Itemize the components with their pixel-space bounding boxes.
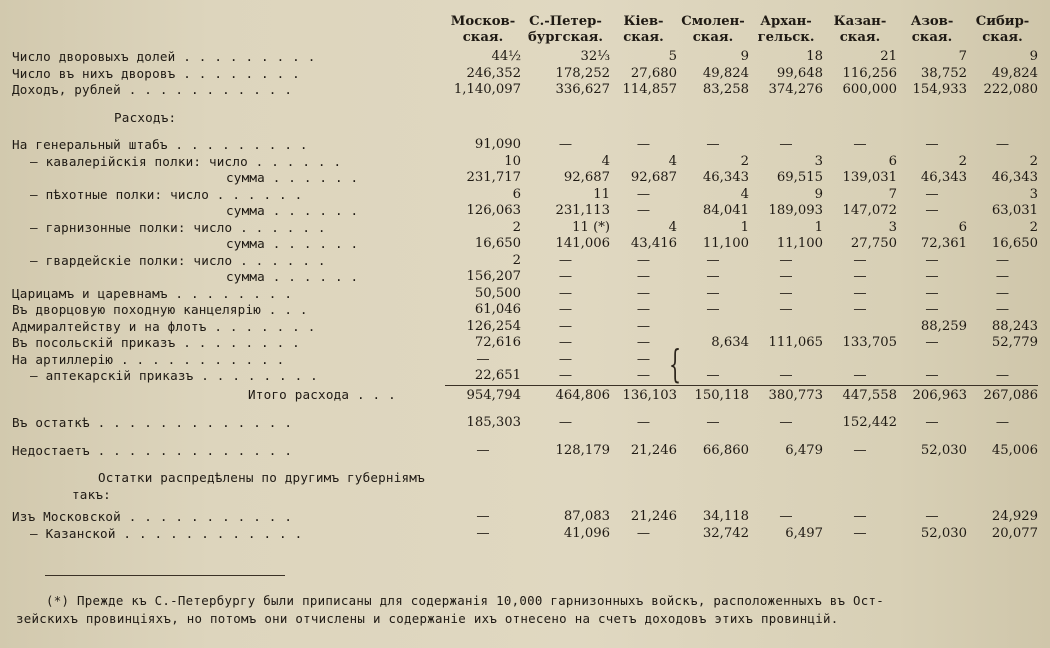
cell-value: 92,687 — [630, 170, 677, 185]
cell-value: 99,648 — [776, 65, 823, 81]
cell-value: — — [925, 335, 939, 350]
cell-value: — — [636, 302, 651, 317]
cell-value: — — [995, 302, 1010, 317]
cell-value: 231,113 — [555, 203, 610, 218]
cell-value: — — [636, 368, 651, 383]
cell-value: 206,963 — [897, 385, 967, 404]
cell-value: — — [706, 285, 720, 301]
cell-value: — — [853, 509, 867, 524]
row-label: Изъ Московской . . . . . . . . . . . — [12, 509, 293, 524]
cell-value: 116,256 — [842, 65, 897, 81]
cell-value: 178,252 — [555, 65, 610, 81]
row-label: Въ посольскiй приказъ . . . . . . . . — [12, 335, 300, 350]
cell-value: — — [925, 186, 939, 202]
cell-value: — — [636, 186, 651, 202]
cell-value: 3 — [888, 219, 897, 235]
cell-value: — — [853, 525, 867, 541]
footnote-line: (*) Прежде къ С.-Петербургу были приписаны для содержанiя 10,000 гарнизонныхъ войскъ, расположенныхъ въ Ост- — [46, 593, 885, 608]
cell-value: 34,118 — [702, 509, 749, 524]
cell-value: 231,717 — [466, 170, 521, 185]
col-header: Кiев- ская. — [623, 14, 664, 45]
cell-value: 11,100 — [702, 236, 749, 251]
cell-value: — — [925, 203, 939, 218]
cell-value: 380,773 — [749, 385, 823, 404]
cell-value: — — [925, 252, 939, 268]
cell-value: — — [558, 252, 573, 268]
cell-value: 4 — [601, 153, 610, 169]
cell-value: 32,742 — [702, 525, 749, 541]
row-label: Царицамъ и царевнамъ . . . . . . . . — [12, 285, 293, 301]
cell-value: 10 — [504, 153, 521, 169]
cell-value: 21 — [880, 49, 897, 64]
cell-value: — — [636, 415, 651, 430]
cell-value: 11 (*) — [572, 219, 610, 235]
cell-value: 52,779 — [991, 335, 1038, 350]
cell-value: 49,824 — [991, 65, 1038, 81]
cell-value: 6 — [512, 186, 521, 202]
cell-value: 141,006 — [555, 236, 610, 251]
row-label: — кавалерiйскiя полки: число . . . . . . — [30, 153, 342, 169]
cell-value: 38,752 — [920, 65, 967, 81]
table-row — [12, 415, 1038, 432]
cell-value: 3 — [814, 153, 823, 169]
cell-value: 185,303 — [466, 415, 521, 430]
cell-value: — — [995, 269, 1010, 284]
cell-value: 3 — [1029, 186, 1038, 202]
cell-value: 43,416 — [630, 236, 677, 251]
table-row — [12, 470, 1038, 487]
cell-value: 87,083 — [563, 509, 610, 524]
row-label: На артиллерiю . . . . . . . . . . . — [12, 351, 285, 367]
row-label: Доходъ, рублей . . . . . . . . . . . — [12, 82, 293, 97]
table-row — [12, 49, 1038, 66]
table-row — [12, 154, 1038, 171]
cell-value: 88,259 — [920, 318, 967, 334]
spacer-row — [12, 459, 1038, 470]
cell-value: 16,650 — [474, 236, 521, 251]
row-label: Число дворовыхъ долей . . . . . . . . . — [12, 49, 316, 64]
cell-value: — — [925, 415, 939, 430]
cell-value: — — [779, 302, 793, 317]
cell-value: — — [925, 509, 939, 524]
cell-value: — — [636, 318, 651, 334]
cell-value: 46,343 — [920, 170, 967, 185]
table-row — [12, 335, 1038, 352]
cell-value: — — [636, 525, 651, 541]
cell-value: 69,515 — [776, 170, 823, 185]
cell-value: — — [853, 368, 867, 383]
table-row — [12, 170, 1038, 187]
cell-value: — — [706, 302, 720, 317]
cell-value: 46,343 — [702, 170, 749, 185]
row-label: сумма . . . . . . — [226, 170, 359, 185]
cell-value: 189,093 — [768, 203, 823, 218]
cell-value: 52,030 — [920, 442, 967, 458]
col-header: Азов- ская. — [910, 14, 954, 45]
cell-value: 92,687 — [563, 170, 610, 185]
cell-value: 267,086 — [967, 385, 1038, 404]
cell-value: 139,031 — [842, 170, 897, 185]
cell-value: — — [925, 269, 939, 284]
table-row — [12, 137, 1038, 154]
cell-value: 16,650 — [991, 236, 1038, 251]
cell-value: 156,207 — [466, 269, 521, 284]
cell-value: 150,118 — [677, 385, 749, 404]
cell-value: 24,929 — [991, 509, 1038, 524]
table-row — [12, 253, 1038, 270]
cell-value: 954,794 — [445, 385, 521, 404]
cell-value: 8,634 — [711, 335, 749, 350]
col-header: С.-Петер- бургская. — [528, 14, 603, 45]
cell-value: 83,258 — [702, 82, 749, 97]
cell-value: — — [636, 203, 651, 218]
header-row — [12, 14, 1038, 49]
revenue-expense-table — [12, 14, 1038, 542]
cell-value: 222,080 — [983, 82, 1038, 97]
cell-value: — — [636, 269, 651, 284]
cell-value: 7 — [958, 49, 967, 64]
cell-value: 2 — [512, 219, 521, 235]
cell-value: — — [558, 351, 573, 367]
cell-value: 464,806 — [521, 385, 610, 404]
cell-value: — — [853, 442, 867, 458]
row-label: сумма . . . . . . — [226, 269, 359, 284]
cell-value: — — [779, 415, 793, 430]
cell-value: 20,077 — [991, 525, 1038, 541]
cell-value: — — [558, 368, 573, 383]
cell-value: — — [853, 285, 867, 301]
cell-value: 18 — [806, 49, 823, 64]
cell-value: — — [995, 285, 1010, 301]
cell-value: 600,000 — [842, 82, 897, 97]
cell-value: — — [779, 269, 793, 284]
cell-value: — — [476, 351, 490, 367]
cell-value: 4 — [668, 219, 677, 235]
cell-value: 1,140,097 — [453, 82, 521, 97]
cell-value: — — [476, 525, 490, 541]
cell-value: 6 — [888, 153, 897, 169]
cell-value: 5 — [668, 49, 677, 64]
cell-value: — — [558, 415, 573, 430]
table-row — [12, 82, 1038, 99]
cell-value: — — [706, 137, 720, 152]
table-row — [12, 66, 1038, 83]
cell-value: 336,627 — [555, 82, 610, 97]
row-label: Итого расхода . . . — [248, 387, 396, 403]
cell-value: 447,558 — [823, 385, 897, 404]
table-row — [12, 110, 1038, 127]
cell-value: — — [779, 368, 793, 383]
cell-value: — — [779, 137, 793, 152]
cell-value — [677, 319, 749, 336]
table-row — [12, 187, 1038, 204]
cell-value: 2 — [958, 153, 967, 169]
cell-value: — — [558, 335, 573, 350]
table-row — [12, 236, 1038, 253]
row-label: — гарнизонные полки: число . . . . . . — [30, 219, 326, 235]
table-row — [12, 509, 1038, 526]
cell-value: 136,103 — [610, 385, 677, 404]
row-label: Остатки распредѣлены по другимъ губернiямъ — [98, 470, 425, 485]
cell-value: — — [558, 137, 573, 152]
footnote-rule — [45, 575, 285, 576]
cell-value: 4 — [740, 186, 749, 202]
cell-value — [677, 352, 749, 369]
cell-value: 152,442 — [842, 415, 897, 430]
cell-value: 52,030 — [920, 525, 967, 541]
row-label: такъ: — [72, 486, 111, 502]
cell-value: — — [636, 335, 651, 350]
cell-value: — — [995, 137, 1010, 152]
cell-value: 6 — [958, 219, 967, 235]
cell-value: 154,933 — [912, 82, 967, 97]
cell-value: — — [558, 285, 573, 301]
cell-value: — — [925, 368, 939, 383]
cell-value: 41,096 — [563, 525, 610, 541]
table-row — [12, 269, 1038, 286]
cell-value: 50,500 — [474, 285, 521, 301]
cell-value: — — [476, 509, 490, 524]
table-row — [12, 443, 1038, 460]
footnote-line: зейскихъ провинцiяхъ, но потомъ они отчислены и содержанiе ихъ отнесено на счетъ доходовъ этихъ провинцiй. — [16, 611, 839, 626]
cell-value: 374,276 — [768, 82, 823, 97]
row-label: Въ остаткѣ . . . . . . . . . . . . . — [12, 415, 293, 430]
row-label: Число въ нихъ дворовъ . . . . . . . . — [12, 65, 300, 81]
cell-value — [967, 352, 1038, 369]
cell-value: 66,860 — [702, 442, 749, 458]
cell-value: 9 — [1029, 49, 1038, 64]
cell-value — [749, 352, 823, 369]
cell-value — [823, 352, 897, 369]
cell-value: 1 — [740, 219, 749, 235]
cell-value: 46,343 — [991, 170, 1038, 185]
cell-value: 44½ — [491, 49, 521, 64]
cell-value: 63,031 — [991, 203, 1038, 218]
row-label: — аптекарскiй приказъ . . . . . . . . — [30, 368, 318, 384]
cell-value — [749, 319, 823, 336]
table-row — [12, 487, 1038, 504]
col-header: Казан- ская. — [833, 14, 887, 45]
row-label: — Казанской . . . . . . . . . . . . — [30, 525, 303, 541]
cell-value: 11,100 — [776, 236, 823, 251]
cell-value: 7 — [888, 186, 897, 202]
cell-value: — — [779, 509, 793, 524]
cell-value: 126,063 — [466, 203, 521, 218]
cell-value: — — [925, 285, 939, 301]
spacer-row — [12, 126, 1038, 137]
table-row — [12, 203, 1038, 220]
spacer-row — [12, 404, 1038, 415]
table-row — [12, 286, 1038, 303]
cell-value: 6,497 — [785, 525, 823, 541]
cell-value: 246,352 — [466, 65, 521, 81]
cell-value: — — [853, 137, 867, 152]
cell-value: 21,246 — [630, 509, 677, 524]
cell-value: 111,065 — [768, 335, 823, 350]
cell-value: — — [636, 351, 651, 367]
cell-value: 45,006 — [991, 442, 1038, 458]
table-row — [12, 385, 1038, 404]
cell-value: — — [558, 302, 573, 317]
cell-value: 72,616 — [474, 335, 521, 350]
table-row — [12, 368, 1038, 385]
col-header: Смолен- ская. — [681, 14, 745, 45]
cell-value: — — [779, 285, 793, 301]
cell-value: — — [636, 285, 651, 301]
cell-value: 72,361 — [920, 236, 967, 251]
row-label: Въ дворцовую походную канцелярiю . . . — [12, 302, 308, 317]
cell-value: 114,857 — [622, 82, 677, 97]
cell-value: 9 — [740, 49, 749, 64]
table-row — [12, 352, 1038, 369]
cell-value: 2 — [1029, 153, 1038, 169]
cell-value: 147,072 — [842, 203, 897, 218]
cell-value: 49,824 — [702, 65, 749, 81]
cell-value: 11 — [593, 186, 610, 202]
brace-mark: { — [669, 342, 682, 386]
table-row — [12, 526, 1038, 543]
row-label: Недостаетъ . . . . . . . . . . . . . — [12, 442, 293, 458]
cell-value: 21,246 — [630, 442, 677, 458]
cell-value: 9 — [814, 186, 823, 202]
cell-value: — — [558, 269, 573, 284]
cell-value: — — [706, 269, 720, 284]
cell-value: 88,243 — [991, 318, 1038, 334]
cell-value: 32⅓ — [580, 49, 610, 64]
row-label: Адмиралтейству и на флотъ . . . . . . . — [12, 318, 316, 334]
row-label: сумма . . . . . . — [226, 236, 359, 251]
cell-value: — — [706, 415, 720, 430]
cell-value: — — [995, 368, 1010, 383]
table-row — [12, 319, 1038, 336]
cell-value: 27,680 — [630, 65, 677, 81]
cell-value: — — [853, 269, 867, 284]
cell-value: 61,046 — [474, 302, 521, 317]
cell-value: — — [925, 137, 939, 152]
col-header: Москов- ская. — [450, 14, 516, 45]
cell-value: 6,479 — [785, 442, 823, 458]
cell-value: — — [853, 252, 867, 268]
table-row — [12, 220, 1038, 237]
spacer-row — [12, 432, 1038, 443]
col-header: Сибир- ская. — [975, 14, 1030, 45]
cell-value: — — [636, 137, 651, 152]
cell-value: 2 — [512, 252, 521, 268]
cell-value: 84,041 — [702, 203, 749, 218]
cell-value: 126,254 — [466, 318, 521, 334]
col-header: Архан- гельск. — [757, 14, 815, 45]
cell-value: — — [995, 415, 1010, 430]
cell-value: — — [925, 302, 939, 317]
row-label: Расходъ: — [114, 109, 177, 125]
cell-value: 91,090 — [474, 137, 521, 152]
cell-value: 2 — [740, 153, 749, 169]
cell-value: — — [558, 318, 573, 334]
row-label: — гвардейскiе полки: число . . . . . . — [30, 252, 326, 268]
table-row — [12, 302, 1038, 319]
cell-value: 128,179 — [555, 442, 610, 458]
cell-value: 133,705 — [842, 335, 897, 350]
row-label: — пѣхотные полки: число . . . . . . — [30, 186, 303, 202]
row-label: сумма . . . . . . — [226, 203, 359, 218]
cell-value: — — [995, 252, 1010, 268]
cell-value: 1 — [814, 219, 823, 235]
footnote — [16, 592, 1026, 628]
cell-value: — — [636, 252, 651, 268]
cell-value — [823, 319, 897, 336]
row-label: На генеральный штабъ . . . . . . . . . — [12, 137, 308, 152]
cell-value: — — [779, 252, 793, 268]
cell-value — [897, 352, 967, 369]
cell-value: 4 — [668, 153, 677, 169]
cell-value: — — [853, 302, 867, 317]
cell-value: 27,750 — [850, 236, 897, 251]
cell-value: 22,651 — [474, 368, 521, 383]
cell-value: — — [476, 442, 490, 458]
cell-value: — — [706, 252, 720, 268]
cell-value: — — [706, 368, 720, 383]
cell-value: 2 — [1029, 219, 1038, 235]
spacer-row — [12, 99, 1038, 110]
